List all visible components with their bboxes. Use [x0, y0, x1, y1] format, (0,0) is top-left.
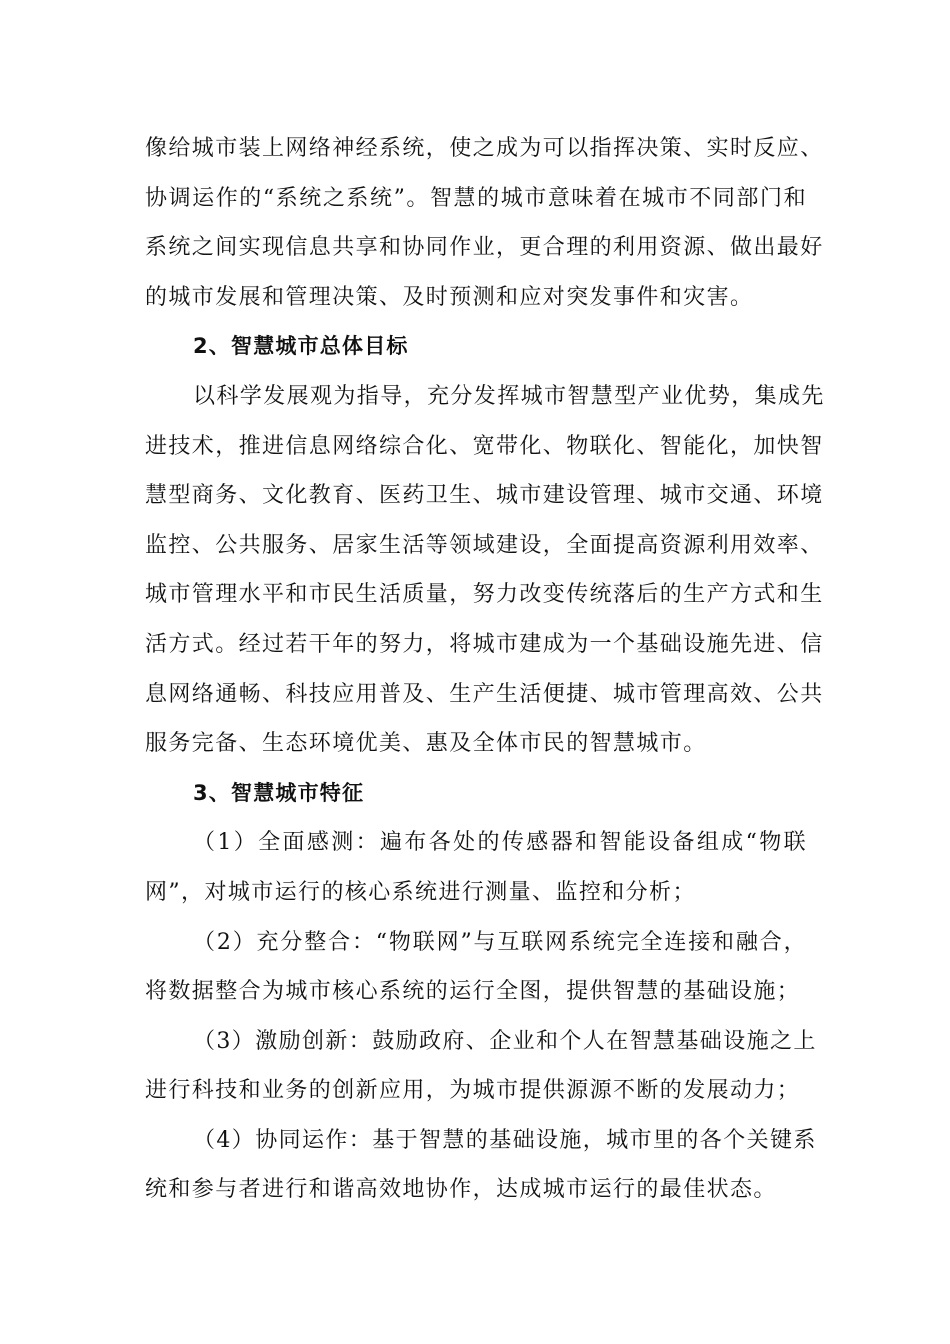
text-line: 协调运作的“系统之系统”。智慧的城市意味着在城市不同部门和	[145, 185, 807, 211]
text-line: 统和参与者进行和谐高效地协作，达成城市运行的最佳状态。	[145, 1177, 777, 1203]
section-heading-overall-goal: 2、智慧城市总体目标	[193, 334, 409, 359]
text-line: （3）激励创新：鼓励政府、企业和个人在智慧基础设施之上	[193, 1028, 817, 1054]
feature-item-integration	[145, 918, 807, 1017]
feature-item-innovation	[145, 1017, 817, 1116]
text-line: （4）协同运作：基于智慧的基础设施，城市里的各个关键系	[193, 1127, 817, 1153]
text-line: 进行科技和业务的创新应用，为城市提供源源不断的发展动力；	[145, 1078, 801, 1104]
paragraph-goal	[145, 372, 825, 769]
text-line: 以科学发展观为指导，充分发挥城市智慧型产业优势，集成先	[193, 383, 825, 409]
text-line: 服务完备、生态环境优美、惠及全体市民的智慧城市。	[145, 731, 707, 757]
text-line: 城市管理水平和市民生活质量，努力改变传统落后的生产方式和生	[145, 582, 824, 608]
text-line: （2）充分整合：“物联网”与互联网系统完全连接和融合，	[193, 929, 807, 955]
paragraph-intro	[145, 124, 824, 322]
text-line: 的城市发展和管理决策、及时预测和应对突发事件和灾害。	[145, 284, 754, 310]
section-heading-features: 3、智慧城市特征	[193, 780, 365, 805]
text-line: 慧型商务、文化教育、医药卫生、城市建设管理、城市交通、环境	[145, 483, 824, 509]
text-line: 网”，对城市运行的核心系统进行测量、监控和分析；	[145, 879, 696, 905]
document-page	[145, 124, 825, 1215]
text-line: 息网络通畅、科技应用普及、生产生活便捷、城市管理高效、公共	[145, 681, 824, 707]
text-line: 活方式。经过若干年的努力，将城市建成为一个基础设施先进、信	[145, 631, 824, 657]
feature-item-collaboration	[145, 1116, 817, 1215]
text-line: 将数据整合为城市核心系统的运行全图，提供智慧的基础设施；	[145, 979, 801, 1005]
text-line: 监控、公共服务、居家生活等领域建设，全面提高资源利用效率、	[145, 532, 824, 558]
feature-item-sensing	[145, 818, 807, 917]
text-line: 系统之间实现信息共享和协同作业，更合理的利用资源、做出最好	[145, 235, 824, 261]
text-line: 进技术，推进信息网络综合化、宽带化、物联化、智能化，加快智	[145, 433, 824, 459]
text-line: 像给城市装上网络神经系统，使之成为可以指挥决策、实时反应、	[145, 136, 824, 161]
text-line: （1）全面感测：遍布各处的传感器和智能设备组成“物联	[193, 830, 807, 856]
